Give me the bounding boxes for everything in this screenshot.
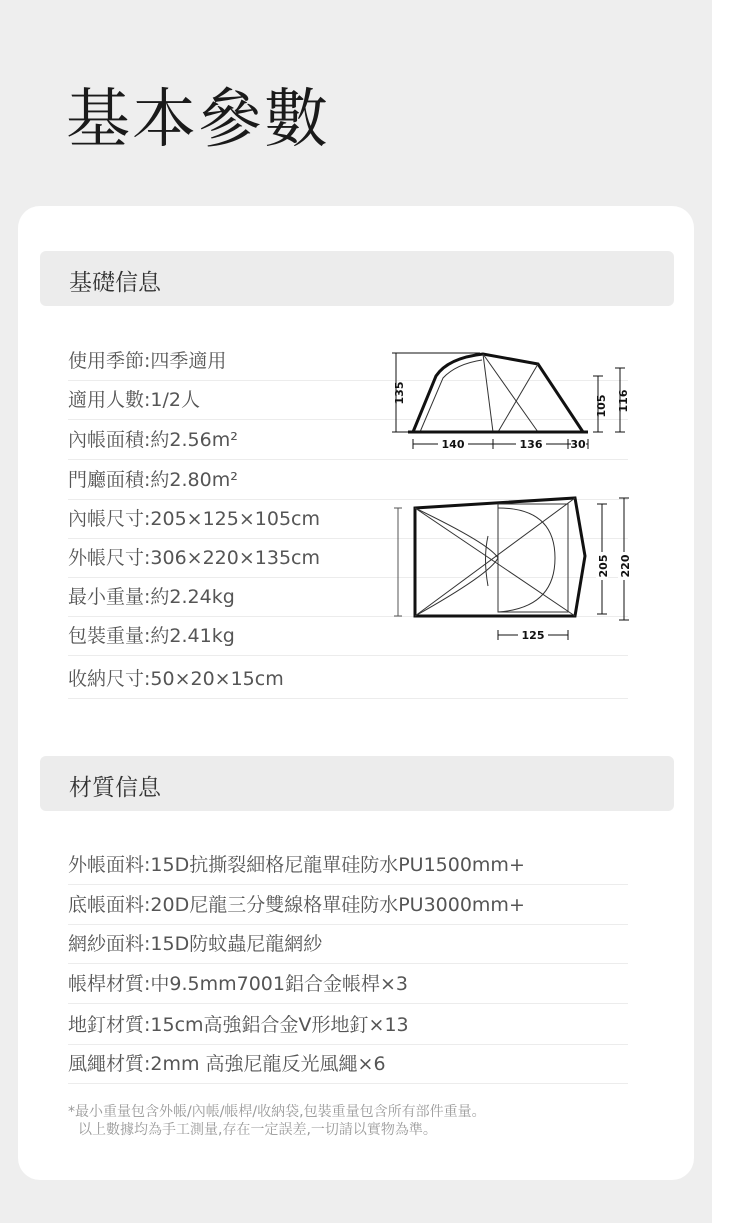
spec-row-inner-size: 內帳尺寸:205×125×105cm: [68, 500, 628, 539]
material-row-poles: 帳桿材質:中9.5mm7001鋁合金帳桿×3: [68, 965, 628, 1004]
footnote-line-1: *最小重量包含外帳/內帳/帳桿/收納袋,包裝重量包含所有部件重量。: [68, 1104, 486, 1120]
footnote-line-2: 以上數據均為手工測量,存在一定誤差,一切請以實物為準。: [78, 1122, 437, 1138]
footnote: [68, 1103, 628, 1139]
outer-height-label: 116: [617, 389, 630, 413]
tent-outline: [413, 354, 583, 432]
material-row-floor: 底帳面料:20D尼龍三分雙線格單硅防水PU3000mm+: [68, 886, 628, 925]
spec-row-season: 使用季節:四季適用: [68, 342, 628, 381]
inner-height-label: 105: [595, 394, 608, 418]
outer-footprint: [415, 498, 585, 616]
section-header-basic: [40, 251, 674, 306]
spec-card: [18, 206, 694, 1180]
inner-footprint: [498, 504, 568, 612]
front-length-label: 140: [441, 438, 465, 451]
material-row-fly: 外帳面料:15D抗撕裂細格尼龍單硅防水PU1500mm+: [68, 846, 628, 885]
spec-row-inner-area: 內帳面積:約2.56m²: [68, 421, 628, 460]
height-label: 135: [393, 381, 406, 405]
material-row-stakes: 地釘材質:15cm高強鋁合金V形地釘×13: [68, 1006, 628, 1045]
material-row-guylines: 風繩材質:2mm 高強尼龍反光風繩×6: [68, 1045, 628, 1084]
rear-length-label: 30: [570, 438, 586, 451]
spec-row-outer-size: 外帳尺寸:306×220×135cm: [68, 539, 628, 578]
outer-width-label: 220: [619, 554, 632, 578]
spec-row-packed-size: 收納尺寸:50×20×15cm: [68, 660, 628, 699]
tent-side-view-diagram: [388, 346, 638, 456]
section-title-basic: 基礎信息: [69, 270, 161, 296]
section-header-materials: [40, 756, 674, 811]
inner-width-label: 205: [597, 554, 610, 578]
middle-length-label: 136: [519, 438, 543, 451]
section-title-materials: 材質信息: [69, 775, 161, 801]
inner-depth-label: 125: [521, 629, 545, 642]
right-edge-strip: [712, 0, 750, 1223]
page-title: 基本參數: [66, 83, 330, 157]
spec-row-capacity: 適用人數:1/2人: [68, 381, 628, 420]
tent-top-view-diagram: [390, 494, 640, 654]
spec-row-vestibule-area: 門廳面積:約2.80m²: [68, 461, 628, 500]
spec-row-min-weight: 最小重量:約2.24kg: [68, 578, 628, 617]
material-row-mesh: 網紗面料:15D防蚊蟲尼龍網紗: [68, 925, 628, 964]
spec-row-pack-weight: 包裝重量:約2.41kg: [68, 617, 628, 656]
